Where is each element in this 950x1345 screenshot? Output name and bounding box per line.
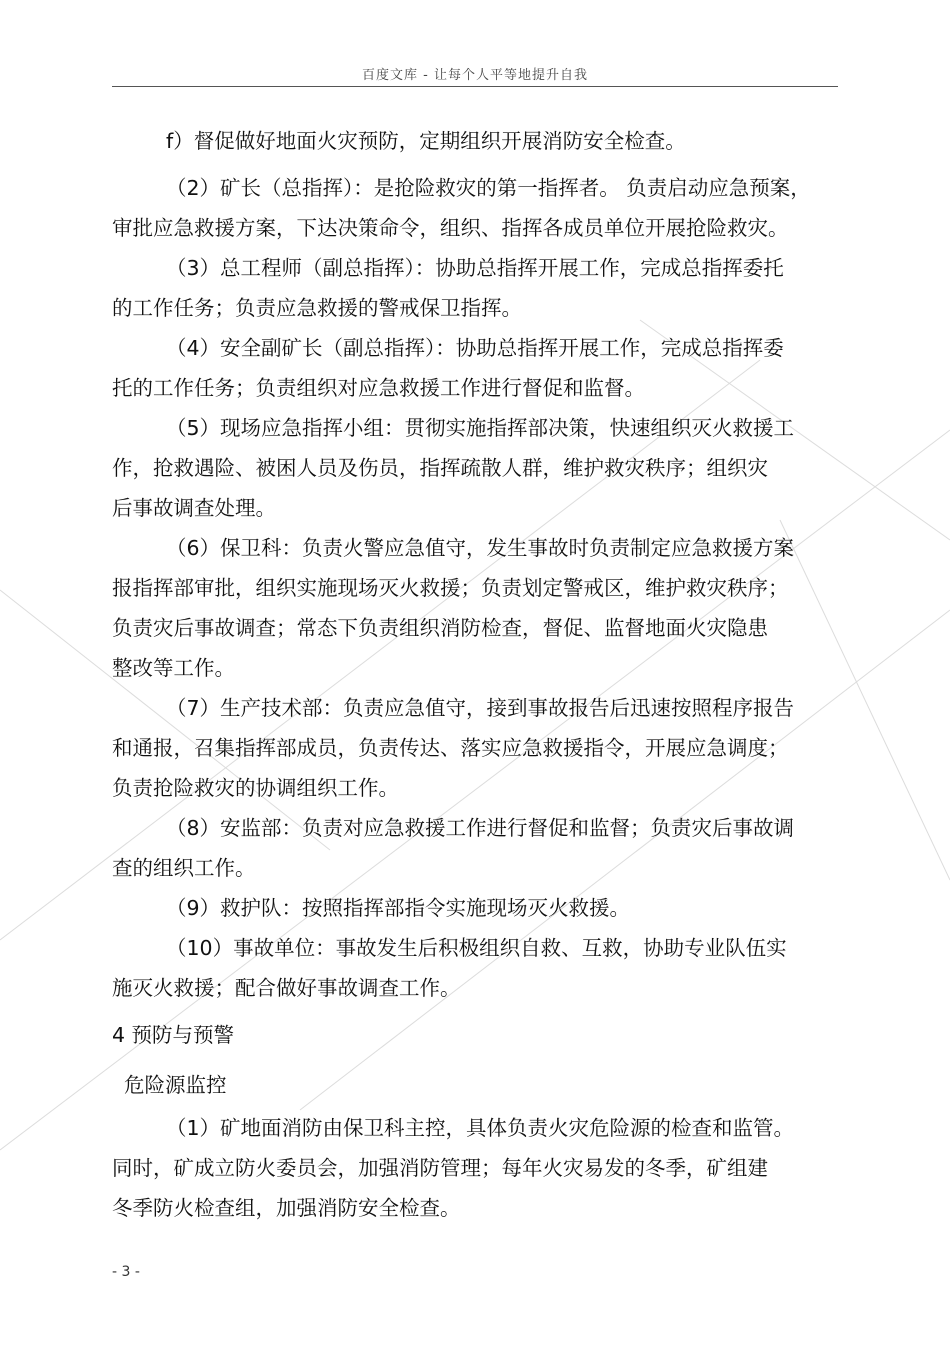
body-line: （3）总工程师（副总指挥）：协助总指挥开展工作，完成总指挥委托: [166, 256, 784, 280]
body-line: 托的工作任务；负责组织对应急救援工作进行督促和监督。: [112, 376, 645, 400]
page-header: 百度文库 - 让每个人平等地提升自我: [362, 68, 588, 83]
body-line: （7）生产技术部：负责应急值守，接到事故报告后迅速按照程序报告: [166, 696, 795, 720]
body-line: 作，抢救遇险、被困人员及伤员，指挥疏散人群，维护救灾秩序；组织灾: [112, 456, 768, 480]
body-line: 同时，矿成立防火委员会，加强消防管理；每年火灾易发的冬季，矿组建: [112, 1156, 768, 1180]
header-divider: [112, 86, 838, 87]
section-heading: 4 预防与预警: [112, 1023, 235, 1047]
body-line: 审批应急救援方案，下达决策命令，组织、指挥各成员单位开展抢险救灾。: [112, 216, 789, 240]
body-line: 报指挥部审批，组织实施现场灭火救援；负责划定警戒区，维护救灾秩序；: [112, 576, 789, 600]
body-line: 后事故调查处理。: [112, 496, 276, 520]
body-line: 施灭火救援；配合做好事故调查工作。: [112, 976, 461, 1000]
body-line: 整改等工作。: [112, 656, 235, 680]
body-line: （2）矿长（总指挥）：是抢险救灾的第一指挥者。 负责启动应急预案，: [166, 176, 811, 200]
body-line: 的工作任务；负责应急救援的警戒保卫指挥。: [112, 296, 522, 320]
body-line: （10）事故单位：事故发生后积极组织自救、互救，协助专业队伍实: [166, 936, 787, 960]
body-line: 和通报，召集指挥部成员，负责传达、落实应急救援指令，开展应急调度；: [112, 736, 789, 760]
page-number: - 3 -: [112, 1264, 140, 1280]
body-line: （4）安全副矿长（副总指挥）：协助总指挥开展工作，完成总指挥委: [166, 336, 784, 360]
subsection-heading: 危险源监控: [124, 1073, 227, 1097]
body-line: （9）救护队：按照指挥部指令实施现场灭火救援。: [166, 896, 631, 920]
body-line: 负责抢险救灾的协调组织工作。: [112, 776, 399, 800]
body-line: （6）保卫科：负责火警应急值守，发生事故时负责制定应急救援方案: [166, 536, 795, 560]
body-line: （8）安监部：负责对应急救援工作进行督促和监督；负责灾后事故调: [166, 816, 795, 840]
body-line: 查的组织工作。: [112, 856, 256, 880]
body-line: f）督促做好地面火灾预防，定期组织开展消防安全检查。: [166, 129, 686, 153]
body-line: （1）矿地面消防由保卫科主控，具体负责火灾危险源的检查和监管。: [166, 1116, 795, 1140]
body-line: （5）现场应急指挥小组：贯彻实施指挥部决策，快速组织灭火救援工: [166, 416, 795, 440]
body-line: 负责灾后事故调查；常态下负责组织消防检查，督促、监督地面火灾隐患: [112, 616, 768, 640]
body-line: 冬季防火检查组，加强消防安全检查。: [112, 1196, 461, 1220]
